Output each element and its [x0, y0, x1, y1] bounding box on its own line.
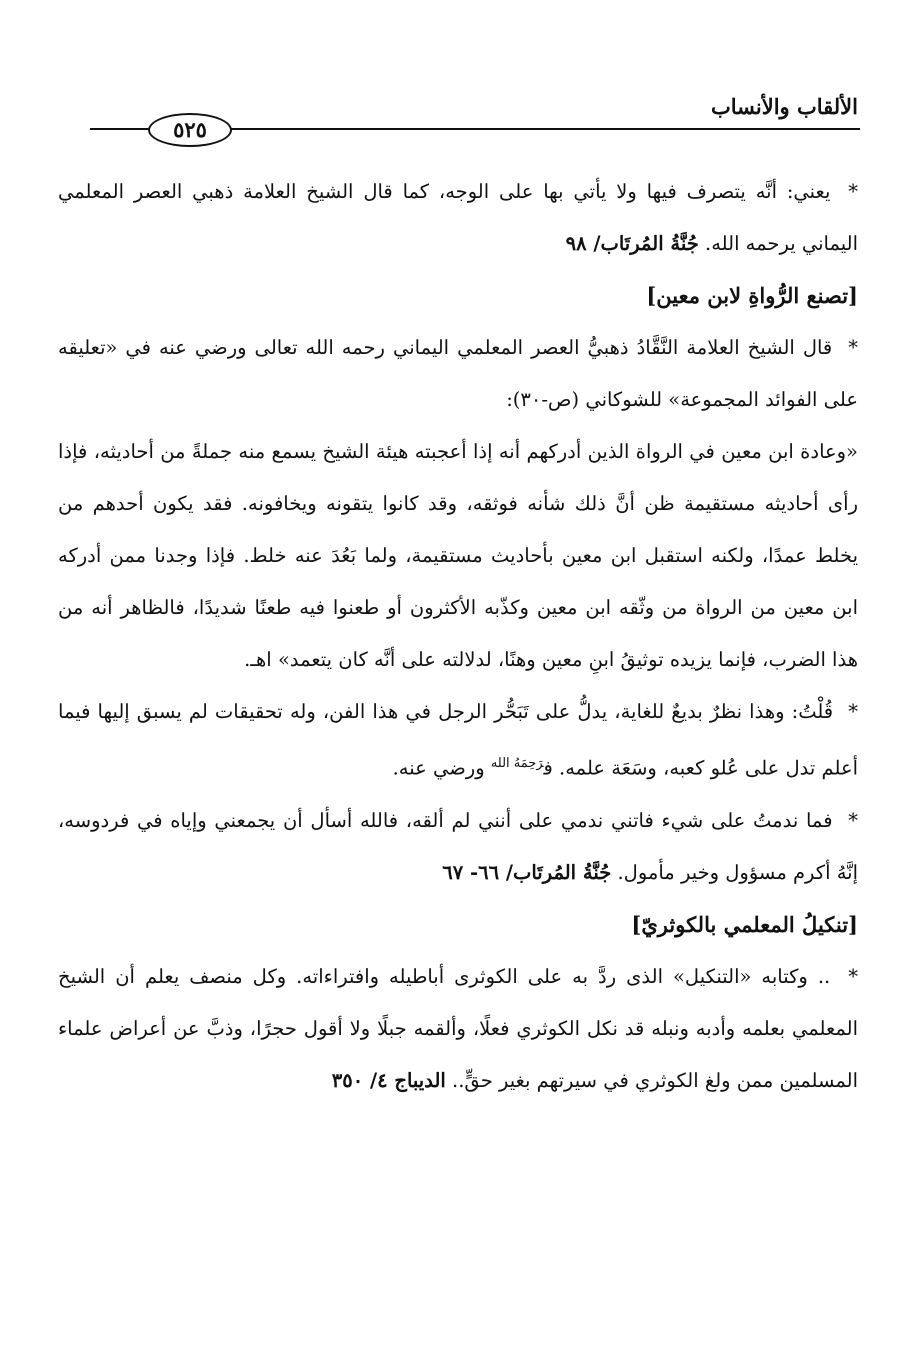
running-title: الألقاب والأنساب — [710, 94, 858, 119]
paragraph-5-text: .. وكتابه «التنكيل» الذى ردَّ به على الكوثرى أباطيله وافتراءاته. وكل منصف يعلم أن الشيخ المعلمي بعلمه وأدبه ونبله قد نكل الكوثري فعلًا، وألقمه جبلًا ولا أقول حجرًا، وذبَّ عن أعراض علماء المسلمين ممن ولغ الكوثري في سيرتهم بغير حقٍّ.. — [58, 964, 858, 1092]
paragraph-1 — [58, 166, 858, 270]
paragraph-3 — [58, 686, 858, 795]
paragraph-5-citation: الديباج ٤/ ٣٥٠ — [331, 1068, 446, 1092]
bullet-star-icon: * — [848, 336, 859, 359]
paragraph-4 — [58, 795, 858, 899]
paragraph-1-text: يعني: أنَّه يتصرف فيها ولا يأتي بها على الوجه، كما قال الشيخ العلامة ذهبي العصر المعلمي اليماني يرحمه الله. — [58, 180, 858, 255]
bullet-star-icon: * — [848, 964, 858, 988]
paragraph-4-text: فما ندمتُ على شيء فاتني ندمي على أنني لم ألقه، فالله أسأل أن يجمعني وإياه في فردوسه، إنَّهُ أكرم مسؤول وخير مأمول. — [58, 808, 858, 884]
honorific-glyph: رَحِمَهُ الله — [490, 756, 544, 771]
quote-text: «وعادة ابن معين في الرواة الذين أدركهم أنه إذا أعجبته هيئة الشيخ يسمع منه جملةً من أحاديثه، فإذا رأى أحاديثه مستقيمة ظن أنَّ ذلك شأنه فوثقه، وقد كانوا يتقونه ويخافونه. فقد يكون أحدهم من يخلط عمدًا، ولكنه استقبل ابن معين بأحاديث مستقيمة، ولما بَعُدَ عنه خلط. فإذا وجدنا ممن أدركه ابن معين من الرواة من وثّقه ابن معين وكذّبه الأكثرون أو طعنوا فيه طعنًا شديدًا، فالظاهر أنه من هذا الضرب، فإنما يزيده توثيقُ ابنِ معين وهنًا، لدلالته على أنَّه كان يتعمد» — [58, 440, 858, 671]
paragraph-4-citation: جُنَّةُ المُرتَاب/ ٦٦- ٦٧ — [442, 860, 612, 884]
paragraph-3-text: قُلْتُ: وهذا نظرٌ بديعٌ للغاية، يدلُّ على تَبَحُّر الرجل في هذا الفن، وله تحقيقات لم يسبق إليها فيما أعلم تدل على عُلو كعبه، وسَعَة علمه. ف — [58, 700, 858, 780]
section-heading-2: [تنكيلُ المعلمي بالكوثريّ] — [631, 911, 858, 937]
bullet-star-icon: * — [848, 700, 858, 723]
section-heading-1: [تصنع الرُّواةِ لابن معين] — [646, 283, 858, 308]
quote-paragraph — [58, 426, 858, 686]
bullet-star-icon: * — [848, 180, 858, 203]
page-number: ٥٢٥ — [148, 113, 232, 147]
body-text — [58, 166, 858, 1107]
paragraph-5 — [58, 951, 858, 1107]
paragraph-2-text: قال الشيخ العلامة النَّقَّادُ ذهبيُّ العصر المعلمي اليماني رحمه الله تعالى ورضي عنه في «تعليقه على الفوائد المجموعة» للشوكاني (ص-٣٠): — [58, 336, 858, 411]
paragraph-2 — [58, 322, 858, 426]
paragraph-1-citation: جُنَّةُ المُرتَاب/ ٩٨ — [565, 232, 699, 255]
quote-end: اهـ. — [244, 648, 272, 671]
bullet-star-icon: * — [848, 808, 858, 832]
paragraph-3-tail: ورضي عنه. — [392, 756, 491, 780]
